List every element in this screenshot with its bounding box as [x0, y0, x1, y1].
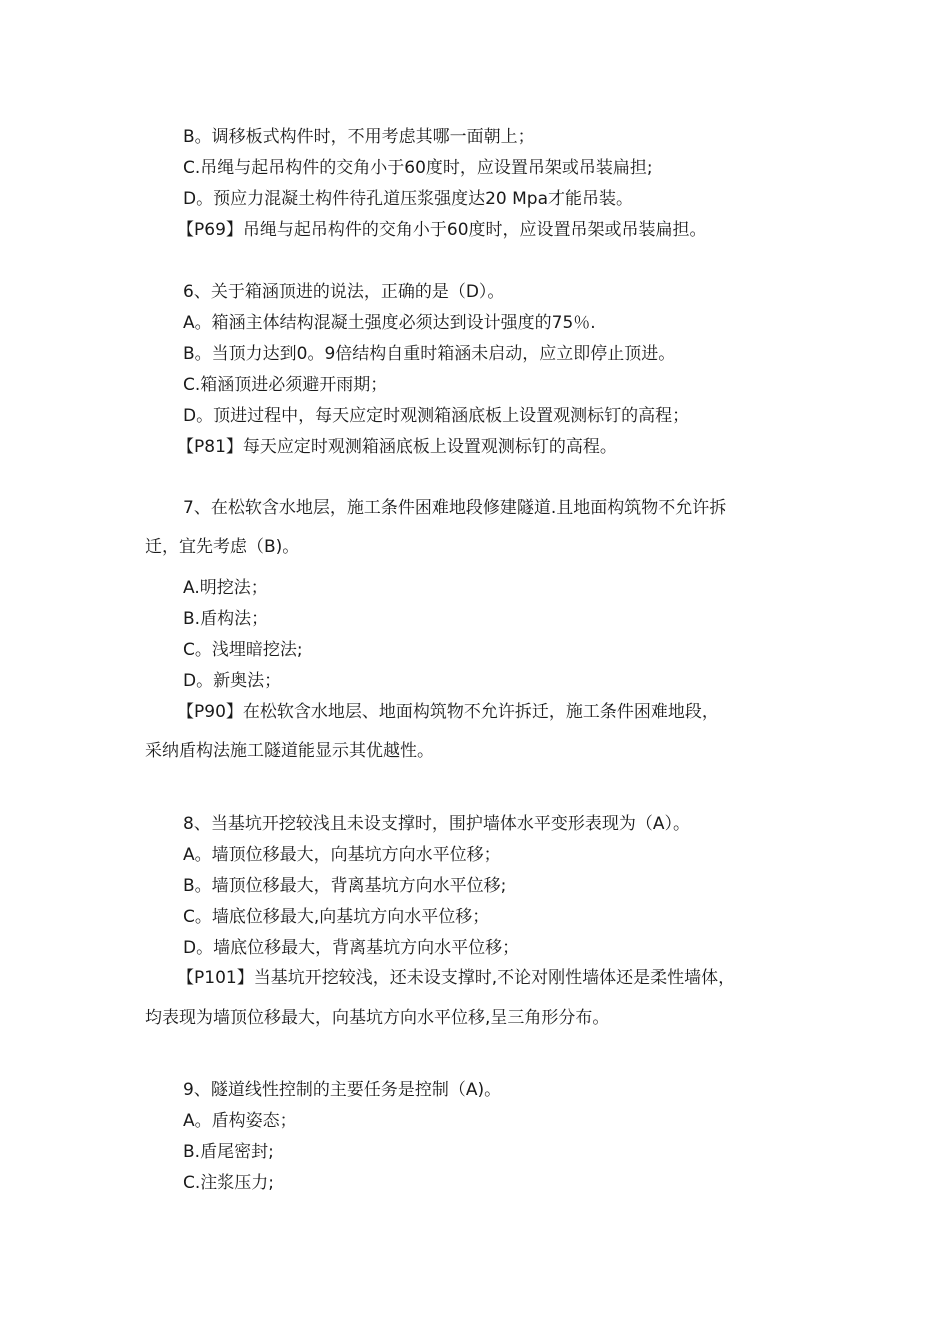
question-8: 8、当基坑开挖较浅且未设支撑时，围护墙体水平变形表现为（A）。	[183, 814, 690, 834]
question-9: 9、隧道线性控制的主要任务是控制（A)。	[183, 1080, 502, 1100]
question-6: 6、关于箱涵顶进的说法，正确的是（D）。	[183, 282, 505, 302]
option-c-q7: C。浅埋暗挖法;	[183, 640, 303, 660]
option-c-q8: C。墙底位移最大,向基坑方向水平位移；	[183, 907, 490, 927]
option-b-q8: B。墙顶位移最大，背离基坑方向水平位移;	[183, 876, 507, 896]
answer-note-q7: 【P90】在松软含水地层、地面构筑物不允许拆迁，施工条件困难地段，	[177, 702, 719, 722]
answer-note-q6: 【P81】每天应定时观测箱涵底板上设置观测标钉的高程。	[177, 437, 617, 457]
answer-note-q8: 【P101】当基坑开挖较浅，还未设支撑时,不论对刚性墙体还是柔性墙体，	[177, 968, 736, 988]
option-c-q9: C.注浆压力;	[183, 1173, 275, 1193]
option-b-q7: B.盾构法；	[183, 609, 269, 629]
answer-note-q5: 【P69】吊绳与起吊构件的交角小于60度时，应设置吊架或吊装扁担。	[177, 220, 707, 240]
option-a-q6: A。箱涵主体结构混凝土强度必须达到设计强度的75％.	[183, 313, 596, 333]
option-d-q6: D。顶进过程中，每天应定时观测箱涵底板上设置观测标钉的高程；	[183, 406, 690, 426]
option-c-q5: C.吊绳与起吊构件的交角小于60度时，应设置吊架或吊装扁担;	[183, 158, 653, 178]
option-b-q6: B。当顶力达到0。9倍结构自重时箱涵未启动，应立即停止顶进。	[183, 344, 676, 364]
option-a-q8: A。墙顶位移最大，向基坑方向水平位移；	[183, 845, 501, 865]
option-c-q6: C.箱涵顶进必须避开雨期；	[183, 375, 388, 395]
answer-note-q7-continued: 采纳盾构法施工隧道能显示其优越性。	[145, 741, 434, 761]
option-b-q9: B.盾尾密封;	[183, 1142, 274, 1162]
option-d-q8: D。墙底位移最大，背离基坑方向水平位移；	[183, 938, 520, 958]
option-a-q7: A.明挖法；	[183, 578, 268, 598]
option-d-q5: D。预应力混凝土构件待孔道压浆强度达20 Mpa才能吊装。	[183, 189, 634, 209]
answer-note-q8-continued: 均表现为墙顶位移最大，向基坑方向水平位移,呈三角形分布。	[145, 1008, 610, 1028]
option-a-q9: A。盾构姿态；	[183, 1111, 297, 1131]
option-d-q7: D。新奥法；	[183, 671, 282, 691]
question-7-continued: 迁，宜先考虑（B)。	[145, 537, 300, 557]
option-b-q5: B。调移板式构件时，不用考虑其哪一面朝上；	[183, 127, 535, 147]
question-7: 7、在松软含水地层，施工条件困难地段修建隧道.且地面构筑物不允许拆	[183, 498, 727, 518]
